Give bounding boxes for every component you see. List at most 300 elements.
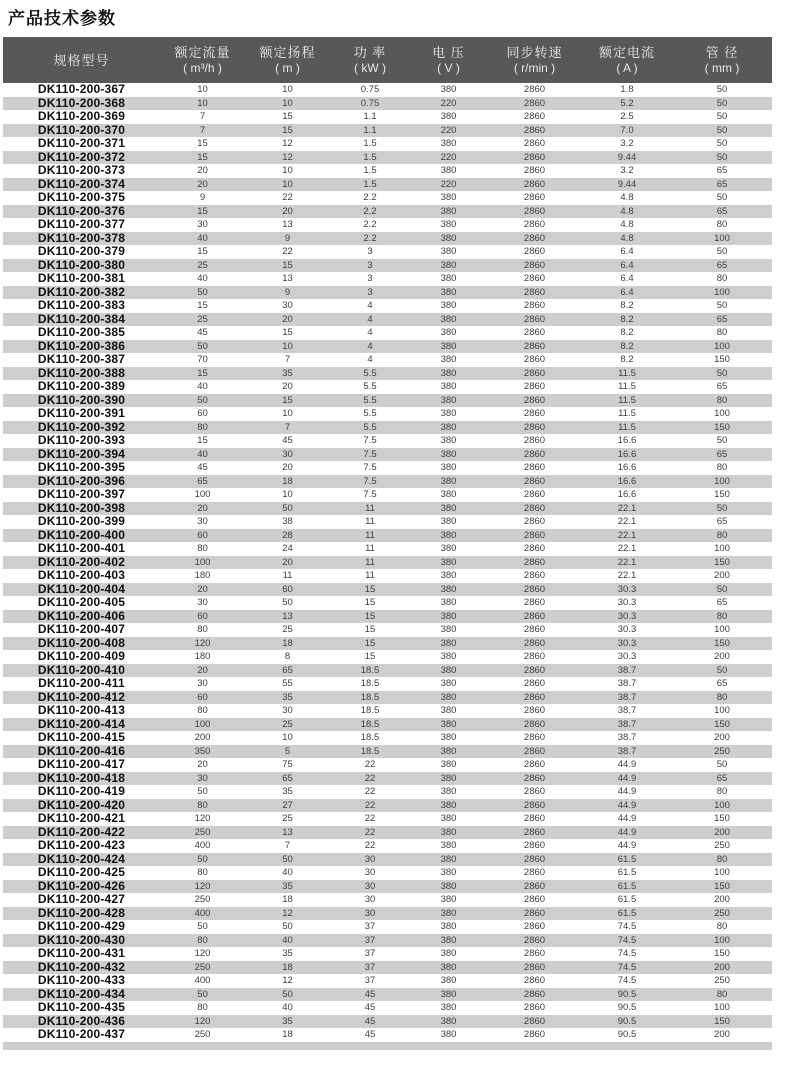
value-cell: 380 xyxy=(440,961,457,973)
value-cell: 15 xyxy=(282,327,293,338)
value-cell: 50 xyxy=(282,988,293,1000)
col-header-unit: ( kW ) xyxy=(354,61,386,75)
value-cell: 80 xyxy=(716,786,728,797)
value-cell: 18.5 xyxy=(360,745,380,757)
value-cell: 9.44 xyxy=(617,151,637,163)
value-cell: 11.5 xyxy=(618,408,636,419)
value-cell: 44.9 xyxy=(617,786,637,797)
table-row xyxy=(3,1015,772,1029)
value-cell: 380 xyxy=(440,340,457,352)
value-cell: 22 xyxy=(364,826,376,838)
value-cell: 50 xyxy=(716,583,728,595)
value-cell: 12 xyxy=(282,151,293,163)
value-cell: 9 xyxy=(199,192,206,203)
value-cell: 80 xyxy=(197,1002,208,1013)
model-cell: DK110-200-368 xyxy=(37,95,126,110)
col-header-unit: ( m³/h ) xyxy=(183,61,222,75)
value-cell: 150 xyxy=(714,556,730,568)
value-cell: 220 xyxy=(440,124,457,136)
value-cell: 380 xyxy=(440,705,457,716)
value-cell: 50 xyxy=(197,853,208,865)
value-cell: 5 xyxy=(284,745,291,757)
value-cell: 27 xyxy=(282,799,293,811)
col-header-pipe-diameter xyxy=(672,37,772,83)
table-row xyxy=(3,151,772,165)
value-cell: 15 xyxy=(197,246,208,257)
value-cell: 380 xyxy=(440,664,457,676)
value-cell: 2860 xyxy=(523,867,546,878)
table-row xyxy=(3,380,772,394)
value-cell: 380 xyxy=(440,165,457,176)
value-cell: 18.5 xyxy=(360,691,380,703)
value-cell: 2860 xyxy=(523,232,546,244)
value-cell: 80 xyxy=(197,624,208,635)
value-cell: 2860 xyxy=(523,286,546,298)
value-cell: 380 xyxy=(440,610,457,622)
value-cell: 380 xyxy=(440,718,457,730)
value-cell: 380 xyxy=(440,300,457,311)
value-cell: 6.4 xyxy=(620,259,634,271)
value-cell: 65 xyxy=(716,381,728,392)
value-cell: 3 xyxy=(367,246,373,257)
model-cell: DK110-200-373 xyxy=(37,163,126,177)
value-cell: 74.5 xyxy=(617,934,637,946)
value-cell: 40 xyxy=(197,232,208,244)
value-cell: 2860 xyxy=(523,678,546,689)
value-cell: 18.5 xyxy=(360,705,380,716)
value-cell: 2.2 xyxy=(363,219,377,230)
value-cell: 8.2 xyxy=(620,313,634,325)
model-cell: DK110-200-369 xyxy=(37,109,126,123)
value-cell: 380 xyxy=(440,691,457,703)
value-cell: 20 xyxy=(282,313,293,325)
value-cell: 400 xyxy=(194,840,211,851)
value-cell: 150 xyxy=(714,354,730,365)
value-cell: 65 xyxy=(716,165,728,176)
value-cell: 4.8 xyxy=(620,219,634,230)
value-cell: 16.6 xyxy=(617,435,637,446)
value-cell: 50 xyxy=(197,921,208,932)
value-cell: 80 xyxy=(197,705,208,716)
value-cell: 2860 xyxy=(523,934,546,946)
value-cell: 15 xyxy=(282,259,293,271)
table-row xyxy=(3,920,772,934)
value-cell: 7 xyxy=(284,354,291,365)
table-row xyxy=(3,718,772,732)
value-cell: 18 xyxy=(282,961,293,973)
table-row xyxy=(3,772,772,786)
value-cell: 3.2 xyxy=(620,165,634,176)
table-row xyxy=(3,610,772,624)
value-cell: 22 xyxy=(364,772,376,784)
value-cell: 250 xyxy=(194,826,211,838)
table-row xyxy=(3,745,772,759)
value-cell: 40 xyxy=(282,934,293,946)
value-cell: 15 xyxy=(364,624,376,635)
table-row xyxy=(3,407,772,421)
model-cell: DK110-200-374 xyxy=(37,176,126,191)
model-cell: DK110-200-406 xyxy=(37,608,126,623)
value-cell: 380 xyxy=(440,435,457,446)
model-cell: DK110-200-409 xyxy=(37,649,126,663)
value-cell: 380 xyxy=(440,1029,457,1040)
value-cell: 8.2 xyxy=(620,300,634,311)
value-cell: 20 xyxy=(197,759,208,770)
value-cell: 250 xyxy=(714,975,730,986)
value-cell: 11 xyxy=(282,570,293,581)
value-cell: 18.5 xyxy=(360,718,380,730)
value-cell: 250 xyxy=(714,840,730,851)
value-cell: 30.3 xyxy=(617,651,637,662)
table-row xyxy=(3,596,772,610)
value-cell: 2860 xyxy=(523,772,546,784)
model-cell: DK110-200-426 xyxy=(37,878,126,893)
value-cell: 35 xyxy=(282,786,293,797)
value-cell: 16.6 xyxy=(617,489,637,500)
value-cell: 250 xyxy=(714,907,730,919)
table-row xyxy=(3,124,772,138)
col-header-rated-head xyxy=(245,37,330,83)
value-cell: 380 xyxy=(440,205,457,217)
value-cell: 250 xyxy=(714,745,730,757)
value-cell: 2860 xyxy=(523,178,546,190)
value-cell: 20 xyxy=(197,583,208,595)
model-cell: DK110-200-436 xyxy=(37,1013,126,1028)
value-cell: 0.75 xyxy=(360,84,380,95)
table-row xyxy=(3,623,772,637)
value-cell: 2860 xyxy=(523,961,546,973)
value-cell: 61.5 xyxy=(617,894,637,905)
value-cell: 22 xyxy=(364,786,376,797)
value-cell: 22.1 xyxy=(617,543,637,554)
col-header-model xyxy=(3,37,160,83)
value-cell: 80 xyxy=(716,853,728,865)
value-cell: 5.5 xyxy=(363,394,377,406)
model-cell: DK110-200-419 xyxy=(37,784,126,798)
table-body xyxy=(3,83,772,1042)
value-cell: 44.9 xyxy=(617,813,637,824)
value-cell: 2860 xyxy=(523,421,546,433)
value-cell: 380 xyxy=(440,678,457,689)
value-cell: 2860 xyxy=(523,448,546,460)
value-cell: 1.8 xyxy=(620,84,634,95)
value-cell: 5.5 xyxy=(363,421,377,433)
value-cell: 74.5 xyxy=(617,948,637,959)
table-row xyxy=(3,880,772,894)
value-cell: 9 xyxy=(284,232,291,244)
value-cell: 40 xyxy=(282,1002,293,1013)
value-cell: 2860 xyxy=(523,907,546,919)
model-cell: DK110-200-389 xyxy=(37,379,126,393)
table-row xyxy=(3,529,772,543)
value-cell: 50 xyxy=(282,853,293,865)
value-cell: 20 xyxy=(282,205,293,217)
value-cell: 1.5 xyxy=(363,178,377,190)
value-cell: 4 xyxy=(367,313,373,325)
value-cell: 15 xyxy=(197,300,208,311)
col-header-rated-flow xyxy=(160,37,245,83)
value-cell: 2.2 xyxy=(363,232,377,244)
value-cell: 50 xyxy=(197,340,208,352)
model-cell: DK110-200-413 xyxy=(37,703,126,717)
value-cell: 20 xyxy=(197,502,208,514)
value-cell: 4 xyxy=(367,327,373,338)
model-cell: DK110-200-415 xyxy=(37,730,126,744)
value-cell: 18.5 xyxy=(360,678,380,689)
col-header-label: 同步转速 xyxy=(506,45,563,60)
value-cell: 50 xyxy=(716,84,728,95)
value-cell: 2860 xyxy=(523,826,546,838)
value-cell: 2860 xyxy=(523,475,546,487)
value-cell: 45 xyxy=(364,1002,376,1013)
value-cell: 8.2 xyxy=(620,340,634,352)
value-cell: 25 xyxy=(282,624,293,635)
value-cell: 380 xyxy=(440,759,457,770)
model-cell: DK110-200-412 xyxy=(37,689,126,704)
value-cell: 2860 xyxy=(523,921,546,932)
value-cell: 10 xyxy=(282,732,293,743)
value-cell: 30 xyxy=(197,772,208,784)
value-cell: 37 xyxy=(364,934,376,946)
table-row xyxy=(3,286,772,300)
value-cell: 7 xyxy=(284,840,291,851)
value-cell: 380 xyxy=(440,840,457,851)
value-cell: 11 xyxy=(365,529,375,541)
value-cell: 380 xyxy=(440,1015,457,1027)
value-cell: 38 xyxy=(282,516,293,527)
value-cell: 35 xyxy=(282,948,293,959)
model-cell: DK110-200-408 xyxy=(37,635,126,650)
value-cell: 30 xyxy=(282,705,293,716)
value-cell: 10 xyxy=(282,489,293,500)
value-cell: 100 xyxy=(714,340,730,352)
value-cell: 65 xyxy=(716,772,728,784)
table-row xyxy=(3,340,772,354)
value-cell: 50 xyxy=(716,435,728,446)
value-cell: 38.7 xyxy=(617,732,637,743)
model-cell: DK110-200-393 xyxy=(37,433,126,447)
model-cell: DK110-200-411 xyxy=(38,676,125,690)
value-cell: 2860 xyxy=(523,691,546,703)
model-cell: DK110-200-370 xyxy=(37,122,126,137)
value-cell: 30 xyxy=(197,678,208,689)
value-cell: 2860 xyxy=(523,597,546,608)
value-cell: 3 xyxy=(367,286,373,298)
value-cell: 22.1 xyxy=(617,556,637,568)
table-row xyxy=(3,664,772,678)
value-cell: 50 xyxy=(716,664,728,676)
value-cell: 4 xyxy=(367,354,373,365)
table-row xyxy=(3,826,772,840)
value-cell: 380 xyxy=(440,138,457,149)
value-cell: 380 xyxy=(440,516,457,527)
value-cell: 44.9 xyxy=(617,799,637,811)
table-row xyxy=(3,556,772,570)
value-cell: 37 xyxy=(364,975,376,986)
value-cell: 2860 xyxy=(523,840,546,851)
value-cell: 28 xyxy=(282,529,293,541)
table-row xyxy=(3,1028,772,1042)
value-cell: 25 xyxy=(197,313,208,325)
table-bottom-bar xyxy=(3,1042,772,1050)
value-cell: 45 xyxy=(364,988,376,1000)
value-cell: 30 xyxy=(197,516,208,527)
value-cell: 2860 xyxy=(523,462,546,473)
table-row xyxy=(3,164,772,178)
value-cell: 380 xyxy=(440,948,457,959)
value-cell: 380 xyxy=(440,894,457,905)
value-cell: 60 xyxy=(197,610,208,622)
model-cell: DK110-200-429 xyxy=(37,919,126,933)
table-row xyxy=(3,799,772,813)
value-cell: 120 xyxy=(194,1015,211,1027)
table-row xyxy=(3,218,772,232)
table-row xyxy=(3,191,772,205)
value-cell: 2860 xyxy=(523,880,546,892)
table-row xyxy=(3,299,772,313)
value-cell: 80 xyxy=(716,610,728,622)
value-cell: 380 xyxy=(440,273,457,284)
value-cell: 50 xyxy=(282,921,293,932)
value-cell: 180 xyxy=(194,570,211,581)
value-cell: 30.3 xyxy=(617,597,637,608)
value-cell: 2860 xyxy=(523,124,546,136)
value-cell: 2860 xyxy=(523,651,546,662)
table-row xyxy=(3,637,772,651)
table-row xyxy=(3,731,772,745)
value-cell: 50 xyxy=(716,300,728,311)
value-cell: 4.8 xyxy=(620,192,634,203)
value-cell: 30.3 xyxy=(617,624,637,635)
col-header-label: 电 压 xyxy=(432,45,465,60)
col-header-label: 管 径 xyxy=(705,45,739,60)
value-cell: 380 xyxy=(440,367,457,379)
model-cell: DK110-200-403 xyxy=(37,568,126,582)
value-cell: 2860 xyxy=(523,529,546,541)
value-cell: 80 xyxy=(197,867,208,878)
col-header-voltage xyxy=(410,37,487,83)
value-cell: 100 xyxy=(714,408,730,419)
value-cell: 2860 xyxy=(523,813,546,824)
value-cell: 11 xyxy=(365,502,375,514)
value-cell: 380 xyxy=(440,880,457,892)
value-cell: 380 xyxy=(440,597,457,608)
model-cell: DK110-200-435 xyxy=(37,1000,126,1014)
value-cell: 100 xyxy=(714,705,730,716)
value-cell: 380 xyxy=(440,489,457,500)
value-cell: 2860 xyxy=(523,192,546,203)
table-row xyxy=(3,326,772,340)
value-cell: 5.5 xyxy=(363,367,377,379)
table-row xyxy=(3,434,772,448)
value-cell: 2860 xyxy=(523,489,546,500)
value-cell: 13 xyxy=(282,273,293,284)
value-cell: 11.5 xyxy=(618,421,636,433)
value-cell: 380 xyxy=(440,475,457,487)
value-cell: 10 xyxy=(197,84,208,95)
value-cell: 120 xyxy=(194,880,211,892)
page-title: 产品技术参数 xyxy=(8,9,116,28)
table-row xyxy=(3,947,772,961)
value-cell: 2860 xyxy=(523,1015,546,1027)
value-cell: 380 xyxy=(440,853,457,865)
value-cell: 30 xyxy=(197,597,208,608)
value-cell: 18 xyxy=(282,475,293,487)
value-cell: 65 xyxy=(716,313,728,325)
value-cell: 65 xyxy=(282,772,293,784)
model-cell: DK110-200-428 xyxy=(37,905,126,920)
value-cell: 7.5 xyxy=(363,489,377,500)
value-cell: 380 xyxy=(440,786,457,797)
value-cell: 2860 xyxy=(523,948,546,959)
model-cell: DK110-200-380 xyxy=(37,257,126,272)
value-cell: 8 xyxy=(284,651,291,662)
value-cell: 2860 xyxy=(523,624,546,635)
table-row xyxy=(3,691,772,705)
value-cell: 380 xyxy=(440,624,457,635)
value-cell: 7.5 xyxy=(363,475,377,487)
table-row xyxy=(3,475,772,489)
value-cell: 22.1 xyxy=(617,516,637,527)
model-cell: DK110-200-388 xyxy=(37,365,126,380)
table-row xyxy=(3,866,772,880)
model-cell: DK110-200-401 xyxy=(37,541,126,555)
value-cell: 30.3 xyxy=(617,610,637,622)
value-cell: 40 xyxy=(282,867,293,878)
model-cell: DK110-200-382 xyxy=(37,284,126,299)
col-header-power xyxy=(330,37,410,83)
value-cell: 38.7 xyxy=(617,705,637,716)
value-cell: 45 xyxy=(364,1029,376,1040)
value-cell: 13 xyxy=(282,219,293,230)
model-cell: DK110-200-416 xyxy=(37,743,126,758)
model-cell: DK110-200-386 xyxy=(37,338,126,353)
col-header-label: 功 率 xyxy=(353,45,387,60)
model-cell: DK110-200-418 xyxy=(37,770,126,785)
model-cell: DK110-200-417 xyxy=(37,757,126,771)
value-cell: 90.5 xyxy=(617,1002,637,1013)
value-cell: 80 xyxy=(716,691,728,703)
value-cell: 15 xyxy=(197,151,208,163)
value-cell: 380 xyxy=(440,111,457,122)
value-cell: 22.1 xyxy=(617,502,637,514)
value-cell: 9 xyxy=(284,286,291,298)
value-cell: 11 xyxy=(365,543,375,554)
value-cell: 380 xyxy=(440,988,457,1000)
model-cell: DK110-200-427 xyxy=(37,892,126,906)
value-cell: 250 xyxy=(194,961,211,973)
value-cell: 380 xyxy=(440,651,457,662)
table-row xyxy=(3,704,772,718)
value-cell: 2860 xyxy=(523,151,546,163)
value-cell: 2860 xyxy=(523,273,546,284)
value-cell: 380 xyxy=(440,772,457,784)
col-header-unit: ( V ) xyxy=(437,61,460,75)
table-row xyxy=(3,83,772,97)
value-cell: 200 xyxy=(714,826,730,838)
value-cell: 90.5 xyxy=(617,988,637,1000)
value-cell: 3.2 xyxy=(620,138,634,149)
table-row xyxy=(3,232,772,246)
table-row xyxy=(3,461,772,475)
value-cell: 10 xyxy=(282,165,293,176)
value-cell: 2860 xyxy=(523,435,546,446)
value-cell: 40 xyxy=(197,448,208,460)
value-cell: 100 xyxy=(714,232,730,244)
table-row xyxy=(3,569,772,583)
value-cell: 100 xyxy=(714,799,730,811)
value-cell: 380 xyxy=(440,286,457,298)
